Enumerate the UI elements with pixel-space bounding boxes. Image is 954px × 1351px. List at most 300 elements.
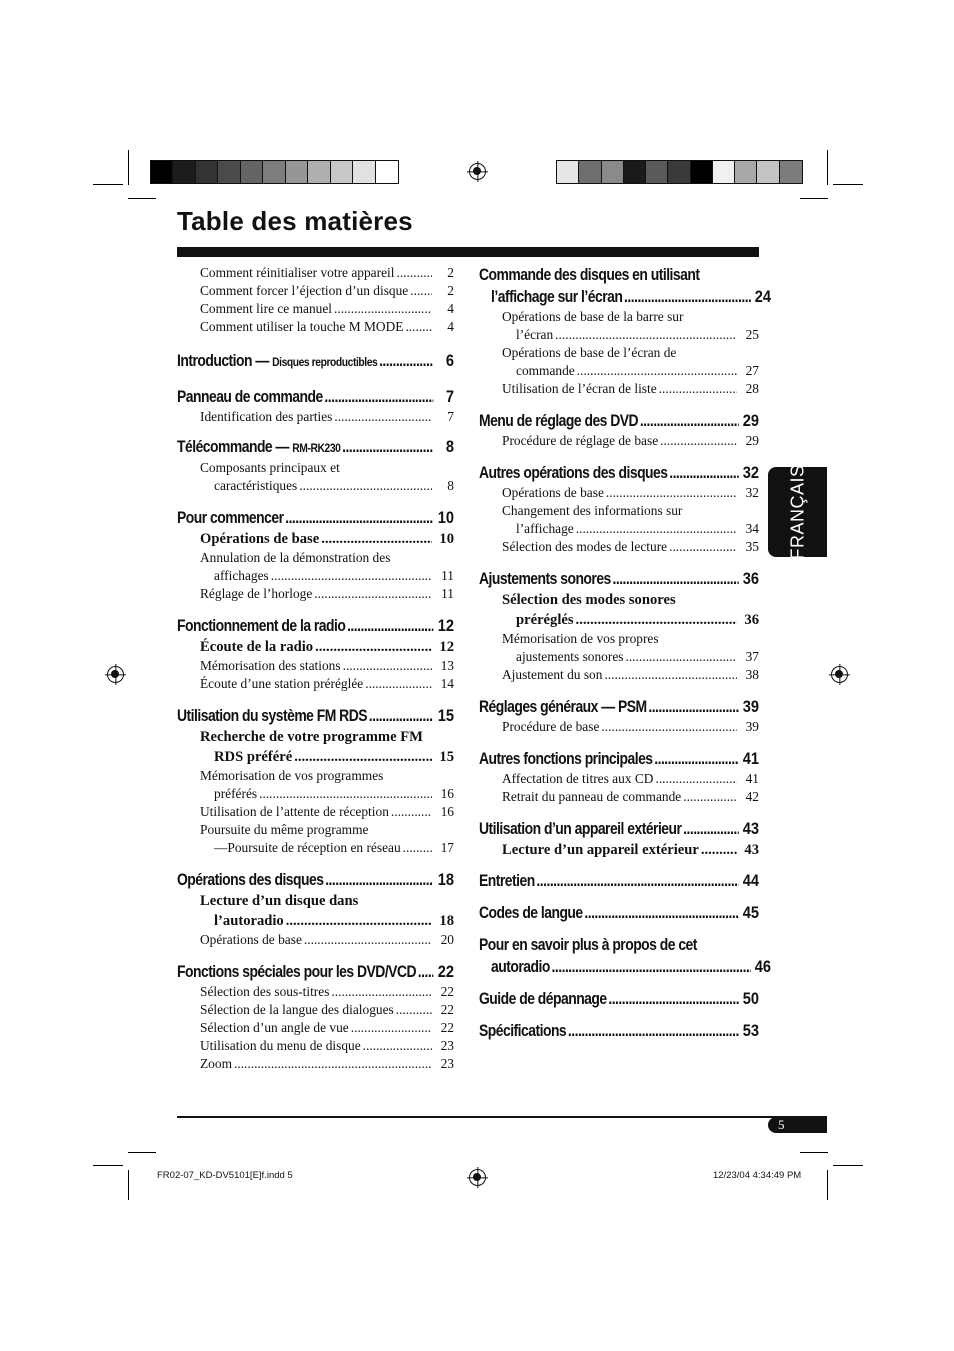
toc-entry-text: Ajustement du son bbox=[502, 667, 603, 682]
leader-dots bbox=[363, 1037, 432, 1055]
crop-mark bbox=[93, 184, 123, 185]
spacer bbox=[479, 450, 759, 462]
toc-entry-text: Introduction — bbox=[177, 352, 273, 370]
toc-entry-title bbox=[177, 869, 323, 891]
toc-entry-text: Menu de réglage des DVD bbox=[479, 412, 639, 430]
toc-page-number: 22 bbox=[440, 1002, 454, 1017]
spacer bbox=[479, 860, 759, 870]
toc-entry bbox=[479, 484, 759, 502]
color-calibration-bar-right bbox=[556, 160, 803, 184]
toc-page-number: 2 bbox=[447, 283, 454, 298]
toc-entry bbox=[177, 747, 454, 767]
toc-entry-text: Mémorisation des stations bbox=[200, 658, 341, 673]
toc-entry-title bbox=[502, 432, 658, 450]
color-swatch bbox=[624, 161, 646, 183]
toc-entry bbox=[177, 1037, 454, 1055]
toc-entry-title bbox=[177, 436, 340, 459]
toc-entry bbox=[177, 318, 454, 336]
toc-page-number: 8 bbox=[447, 478, 454, 493]
toc-heading bbox=[177, 869, 454, 891]
toc-entry bbox=[479, 666, 759, 684]
toc-entry-text: l’écran bbox=[516, 327, 554, 342]
toc-entry-title bbox=[502, 718, 599, 736]
leader-dots bbox=[669, 462, 738, 484]
toc-entry bbox=[177, 1001, 454, 1019]
registration-mark-icon bbox=[831, 666, 848, 683]
toc-entry bbox=[177, 839, 454, 857]
toc-entry bbox=[177, 675, 454, 693]
color-swatch bbox=[241, 161, 263, 183]
toc-entry bbox=[479, 520, 759, 538]
leader-dots bbox=[683, 818, 738, 840]
leader-dots bbox=[654, 748, 738, 770]
leader-dots bbox=[299, 477, 432, 495]
slug-datetime: 12/23/04 4:34:49 PM bbox=[713, 1170, 802, 1181]
toc-page-number: 38 bbox=[745, 667, 759, 682]
spacer bbox=[479, 978, 759, 988]
toc-page-number: 18 bbox=[439, 913, 454, 929]
toc-entry-title bbox=[200, 931, 302, 949]
toc-page-number: 35 bbox=[745, 539, 759, 554]
toc-page-number: 32 bbox=[745, 485, 759, 500]
toc-page-number: 17 bbox=[440, 840, 454, 855]
toc-heading-line: Commande des disques en utilisant bbox=[479, 266, 700, 284]
toc-entry-text: Procédure de base bbox=[502, 719, 600, 734]
toc-page-number: 50 bbox=[742, 989, 760, 1008]
toc-entry-title bbox=[502, 770, 653, 788]
toc-entry-text: Écoute de la radio bbox=[200, 639, 314, 655]
toc-entry-title bbox=[200, 637, 313, 657]
toc-page-number: 14 bbox=[440, 676, 454, 691]
leader-dots bbox=[555, 326, 737, 344]
toc-entry-text: commande bbox=[516, 363, 575, 378]
toc-heading bbox=[479, 1020, 759, 1042]
toc-entry bbox=[479, 432, 759, 450]
leader-dots bbox=[347, 615, 433, 637]
leader-dots bbox=[334, 408, 432, 426]
toc-entry-title bbox=[516, 648, 623, 666]
toc-page-number: 12 bbox=[437, 616, 455, 635]
toc-page-number: 18 bbox=[437, 870, 455, 889]
toc-entry-title bbox=[491, 956, 550, 978]
toc-page-number: 6 bbox=[445, 351, 455, 370]
color-swatch bbox=[331, 161, 353, 183]
leader-dots bbox=[325, 869, 433, 891]
toc-entry-text: Réglage de l’horloge bbox=[200, 586, 313, 601]
toc-page-number: 11 bbox=[441, 586, 454, 601]
leader-dots bbox=[403, 839, 432, 857]
toc-heading bbox=[479, 696, 759, 718]
spacer bbox=[177, 949, 454, 961]
toc-entry-title bbox=[177, 507, 284, 529]
color-swatch bbox=[757, 161, 779, 183]
toc-entry bbox=[177, 983, 454, 1001]
toc-page-number: 23 bbox=[440, 1056, 454, 1071]
crop-mark bbox=[128, 1170, 129, 1200]
toc-heading bbox=[177, 507, 454, 529]
toc-entry-title bbox=[502, 538, 667, 556]
toc-page-number: 20 bbox=[440, 932, 454, 947]
toc-page-number: 16 bbox=[440, 804, 454, 819]
toc-entry-title bbox=[516, 326, 553, 344]
crop-mark bbox=[827, 150, 828, 185]
toc-entry-text: autoradio bbox=[491, 958, 550, 976]
color-swatch bbox=[286, 161, 308, 183]
toc-entry bbox=[177, 300, 454, 318]
leader-dots bbox=[536, 870, 738, 892]
toc-entry bbox=[479, 380, 759, 398]
toc-page-number: 4 bbox=[447, 301, 454, 316]
spacer bbox=[177, 426, 454, 436]
title-rule bbox=[177, 247, 759, 257]
toc-entry-text: Utilisation d’un appareil extérieur bbox=[479, 820, 682, 838]
color-swatch bbox=[780, 161, 802, 183]
leader-dots bbox=[625, 648, 737, 666]
crop-mark bbox=[128, 198, 156, 199]
toc-column-left bbox=[177, 264, 454, 1073]
toc-entry-text: Zoom bbox=[200, 1056, 232, 1071]
toc-entry bbox=[177, 1019, 454, 1037]
toc-entry-title bbox=[177, 350, 377, 373]
toc-entry-text: Comment lire ce manuel bbox=[200, 301, 333, 316]
toc-entry-text: Spécifications bbox=[479, 1022, 567, 1040]
toc-page-number: 25 bbox=[745, 327, 759, 342]
toc-page-number: 27 bbox=[745, 363, 759, 378]
toc-heading bbox=[177, 386, 454, 408]
toc-entry-text: Utilisation du système FM RDS bbox=[177, 707, 368, 725]
leader-dots bbox=[669, 538, 737, 556]
color-calibration-bar-left bbox=[150, 160, 399, 184]
toc-entry-title bbox=[479, 696, 647, 718]
toc-column-right bbox=[479, 264, 772, 1042]
toc-page-number: 10 bbox=[437, 508, 455, 527]
toc-entry-text: Fonctionnement de la radio bbox=[177, 617, 346, 635]
toc-entry-title bbox=[214, 477, 297, 495]
leader-dots bbox=[683, 788, 737, 806]
toc-entry-title bbox=[200, 264, 394, 282]
toc-entry-line: Sélection des modes sonores bbox=[502, 592, 676, 608]
color-swatch bbox=[557, 161, 579, 183]
toc-entry bbox=[479, 610, 759, 630]
toc-entry bbox=[479, 362, 759, 380]
toc-entry bbox=[479, 840, 759, 860]
toc-entry-text: Identification des parties bbox=[200, 409, 333, 424]
toc-entry-line: Lecture d’un disque dans bbox=[200, 893, 359, 909]
spacer bbox=[479, 892, 759, 902]
color-swatch bbox=[308, 161, 330, 183]
toc-page-number: 42 bbox=[745, 789, 759, 804]
toc-entry bbox=[177, 477, 454, 495]
toc-entry-text: Comment forcer l’éjection d’un disque bbox=[200, 283, 409, 298]
toc-entry-text: l’affichage sur l’écran bbox=[491, 288, 623, 306]
toc-entry-title bbox=[479, 988, 607, 1010]
registration-mark-icon bbox=[107, 666, 124, 683]
leader-dots bbox=[365, 675, 432, 693]
toc-heading bbox=[177, 705, 454, 727]
toc-page-number: 46 bbox=[754, 957, 772, 976]
color-swatch bbox=[263, 161, 285, 183]
toc-entry-text: Sélection des modes de lecture bbox=[502, 539, 668, 554]
toc-entry-text: Opérations de base bbox=[200, 932, 302, 947]
toc-heading bbox=[479, 410, 759, 432]
toc-entry-text: Réglages généraux — PSM bbox=[479, 698, 647, 716]
toc-page-number: 45 bbox=[742, 903, 760, 922]
leader-dots bbox=[391, 803, 432, 821]
leader-dots bbox=[379, 350, 433, 372]
toc-heading bbox=[479, 870, 759, 892]
toc-entry-title bbox=[200, 675, 363, 693]
toc-entry bbox=[479, 770, 759, 788]
leader-dots bbox=[568, 1020, 739, 1042]
color-swatch bbox=[376, 161, 398, 183]
toc-entry bbox=[177, 785, 454, 803]
color-swatch bbox=[691, 161, 713, 183]
toc-entry-line: Composants principaux et bbox=[200, 460, 340, 475]
leader-dots bbox=[294, 747, 432, 767]
toc-entry-line: Opérations de base de l’écran de bbox=[502, 345, 677, 360]
toc-page-number: 22 bbox=[440, 1020, 454, 1035]
toc-entry bbox=[479, 326, 759, 344]
leader-dots bbox=[259, 785, 432, 803]
toc-entry-subtitle: Disques reproductibles bbox=[272, 355, 378, 369]
language-tab bbox=[768, 464, 827, 560]
toc-entry-text: Utilisation du menu de disque bbox=[200, 1038, 361, 1053]
spacer bbox=[479, 398, 759, 410]
toc-entry-title bbox=[479, 818, 681, 840]
page-number: 5 bbox=[778, 1117, 785, 1132]
toc-entry-text: Sélection de la langue des dialogues bbox=[200, 1002, 394, 1017]
toc-entry-title bbox=[200, 318, 403, 336]
toc-entry-text: préférés bbox=[214, 786, 258, 801]
toc-entry bbox=[177, 1055, 454, 1073]
toc-entry bbox=[479, 648, 759, 666]
toc-entry-text: Panneau de commande bbox=[177, 388, 323, 406]
spacer bbox=[479, 736, 759, 748]
toc-entry bbox=[177, 529, 454, 549]
leader-dots bbox=[604, 666, 737, 684]
toc-page-number: 29 bbox=[745, 433, 759, 448]
toc-entry-title bbox=[214, 567, 269, 585]
toc-entry-text: Comment réinitialiser votre appareil bbox=[200, 265, 395, 280]
toc-entry-text: Sélection des sous-titres bbox=[200, 984, 330, 999]
toc-entry-title bbox=[479, 902, 583, 924]
toc-heading bbox=[479, 462, 759, 484]
toc-entry bbox=[177, 585, 454, 603]
toc-entry-title bbox=[200, 657, 341, 675]
toc-entry-title bbox=[200, 585, 312, 603]
toc-entry-title bbox=[479, 462, 668, 484]
crop-mark bbox=[93, 1165, 123, 1166]
toc-page-number: 37 bbox=[745, 649, 759, 664]
leader-dots bbox=[410, 282, 432, 300]
leader-dots bbox=[612, 568, 738, 590]
toc-entry-title bbox=[502, 380, 657, 398]
toc-page-number: 34 bbox=[745, 521, 759, 536]
crop-mark bbox=[833, 1165, 863, 1166]
toc-page-number: 39 bbox=[742, 697, 760, 716]
toc-page-number: 43 bbox=[744, 842, 759, 858]
toc-entry-title bbox=[479, 1020, 566, 1042]
leader-dots bbox=[576, 610, 737, 630]
leader-dots bbox=[648, 696, 738, 718]
toc-entry bbox=[177, 657, 454, 675]
toc-entry-title bbox=[214, 785, 257, 803]
color-swatch bbox=[646, 161, 668, 183]
color-swatch bbox=[353, 161, 375, 183]
toc-heading bbox=[479, 902, 759, 924]
toc-entry-title bbox=[200, 1037, 361, 1055]
toc-page-number: 29 bbox=[742, 411, 760, 430]
toc-entry-text: Opérations de base bbox=[502, 485, 604, 500]
toc-page-number: 13 bbox=[440, 658, 454, 673]
spacer bbox=[177, 603, 454, 615]
leader-dots bbox=[396, 1001, 432, 1019]
toc-entry-text: Fonctions spéciales pour les DVD/VCD bbox=[177, 963, 417, 981]
toc-entry-title bbox=[200, 1019, 349, 1037]
toc-entry-text: Utilisation de l’écran de liste bbox=[502, 381, 657, 396]
footer-rule bbox=[177, 1116, 827, 1118]
toc-entry-title bbox=[200, 408, 332, 426]
toc-heading bbox=[177, 350, 454, 373]
toc-entry-text: affichages bbox=[214, 568, 269, 583]
toc-entry-text: —Poursuite de réception en réseau bbox=[214, 840, 401, 855]
toc-entry-title bbox=[200, 1055, 232, 1073]
toc-page-number: 7 bbox=[445, 387, 455, 406]
toc-entry-title bbox=[479, 870, 535, 892]
toc-page-number: 16 bbox=[440, 786, 454, 801]
toc-entry bbox=[177, 911, 454, 931]
toc-entry-line: Opérations de base de la barre sur bbox=[502, 309, 684, 324]
toc-entry-line: Mémorisation de vos programmes bbox=[200, 768, 384, 783]
toc-entry-text: l’affichage bbox=[516, 521, 574, 536]
leader-dots bbox=[577, 362, 737, 380]
spacer bbox=[479, 924, 759, 934]
toc-heading bbox=[177, 615, 454, 637]
toc-entry-title bbox=[502, 840, 699, 860]
leader-dots bbox=[304, 931, 432, 949]
leader-dots bbox=[624, 286, 750, 308]
toc-entry-subtitle: RM-RK230 bbox=[292, 441, 341, 455]
toc-entry-text: Ajustements sonores bbox=[479, 570, 611, 588]
toc-entry bbox=[177, 637, 454, 657]
leader-dots bbox=[342, 436, 433, 458]
toc-entry-text: Guide de dépannage bbox=[479, 990, 607, 1008]
toc-page-number: 22 bbox=[437, 962, 455, 981]
registration-mark-icon bbox=[469, 163, 486, 180]
slug-file: FR02-07_KD-DV5101[E]f.indd 5 bbox=[157, 1170, 293, 1181]
leader-dots bbox=[285, 507, 433, 529]
leader-dots bbox=[660, 432, 737, 450]
spacer bbox=[479, 1010, 759, 1020]
toc-entry-title bbox=[200, 1001, 394, 1019]
leader-dots bbox=[405, 318, 432, 336]
toc-entry-text: RDS préféré bbox=[214, 749, 293, 765]
toc-entry-text: Entretien bbox=[479, 872, 535, 890]
color-swatch bbox=[735, 161, 757, 183]
crop-mark bbox=[800, 1152, 828, 1153]
toc-entry-title bbox=[200, 300, 332, 318]
language-label: FRANÇAIS bbox=[787, 464, 807, 560]
leader-dots bbox=[608, 988, 738, 1010]
toc-entry-title bbox=[479, 748, 653, 770]
toc-heading bbox=[479, 568, 759, 590]
toc-entry bbox=[479, 718, 759, 736]
spacer bbox=[479, 806, 759, 818]
toc-page-number: 28 bbox=[745, 381, 759, 396]
toc-entry-title bbox=[502, 666, 602, 684]
color-swatch bbox=[151, 161, 173, 183]
leader-dots bbox=[234, 1055, 432, 1073]
toc-page-number: 32 bbox=[742, 463, 760, 482]
toc-page-number: 11 bbox=[441, 568, 454, 583]
toc-entry-title bbox=[200, 983, 329, 1001]
toc-entry-title bbox=[516, 610, 574, 630]
toc-entry-line: Mémorisation de vos propres bbox=[502, 631, 659, 646]
toc-entry bbox=[177, 408, 454, 426]
toc-entry-line: Changement des informations sur bbox=[502, 503, 683, 518]
leader-dots bbox=[334, 300, 432, 318]
toc-heading bbox=[479, 286, 771, 308]
spacer bbox=[177, 373, 454, 386]
toc-page-number: 53 bbox=[742, 1021, 760, 1040]
color-swatch bbox=[196, 161, 218, 183]
toc-page-number: 43 bbox=[742, 819, 760, 838]
toc-entry-text: Lecture d’un appareil extérieur bbox=[502, 842, 699, 858]
leader-dots bbox=[552, 956, 751, 978]
leader-dots bbox=[655, 770, 737, 788]
toc-page-number: 12 bbox=[439, 639, 454, 655]
color-swatch bbox=[173, 161, 195, 183]
leader-dots bbox=[606, 484, 737, 502]
leader-dots bbox=[584, 902, 738, 924]
toc-entry bbox=[479, 788, 759, 806]
crop-mark bbox=[800, 198, 828, 199]
toc-page-number: 10 bbox=[439, 531, 454, 547]
crop-mark bbox=[827, 1170, 828, 1200]
toc-page-number: 22 bbox=[440, 984, 454, 999]
toc-page-number: 23 bbox=[440, 1038, 454, 1053]
leader-dots bbox=[271, 567, 432, 585]
leader-dots bbox=[314, 585, 432, 603]
leader-dots bbox=[418, 961, 434, 983]
toc-heading bbox=[177, 961, 454, 983]
toc-entry-title bbox=[479, 568, 611, 590]
spacer bbox=[479, 684, 759, 696]
toc-entry-text: Écoute d’une station préréglée bbox=[200, 676, 364, 691]
toc-entry-text: ajustements sonores bbox=[516, 649, 624, 664]
toc-heading bbox=[479, 818, 759, 840]
color-swatch bbox=[668, 161, 690, 183]
crop-mark bbox=[833, 184, 863, 185]
toc-page-number: 15 bbox=[439, 749, 454, 765]
toc-entry-text: Utilisation de l’attente de réception bbox=[200, 804, 389, 819]
toc-page-number: 36 bbox=[744, 612, 759, 628]
toc-page-number: 41 bbox=[745, 771, 759, 786]
toc-entry-title bbox=[177, 961, 416, 983]
toc-entry-title bbox=[491, 286, 622, 308]
toc-entry-title bbox=[200, 529, 319, 549]
page-number-tab bbox=[768, 1117, 827, 1133]
toc-page-number: 24 bbox=[754, 287, 772, 306]
toc-entry-text: Autres opérations des disques bbox=[479, 464, 668, 482]
toc-page-number: 41 bbox=[742, 749, 760, 768]
toc-entry-text: préréglés bbox=[516, 612, 574, 628]
toc-entry-text: Retrait du panneau de commande bbox=[502, 789, 682, 804]
toc-entry-title bbox=[177, 615, 345, 637]
toc-entry bbox=[177, 282, 454, 300]
leader-dots bbox=[351, 1019, 432, 1037]
toc-entry-title bbox=[177, 386, 323, 408]
